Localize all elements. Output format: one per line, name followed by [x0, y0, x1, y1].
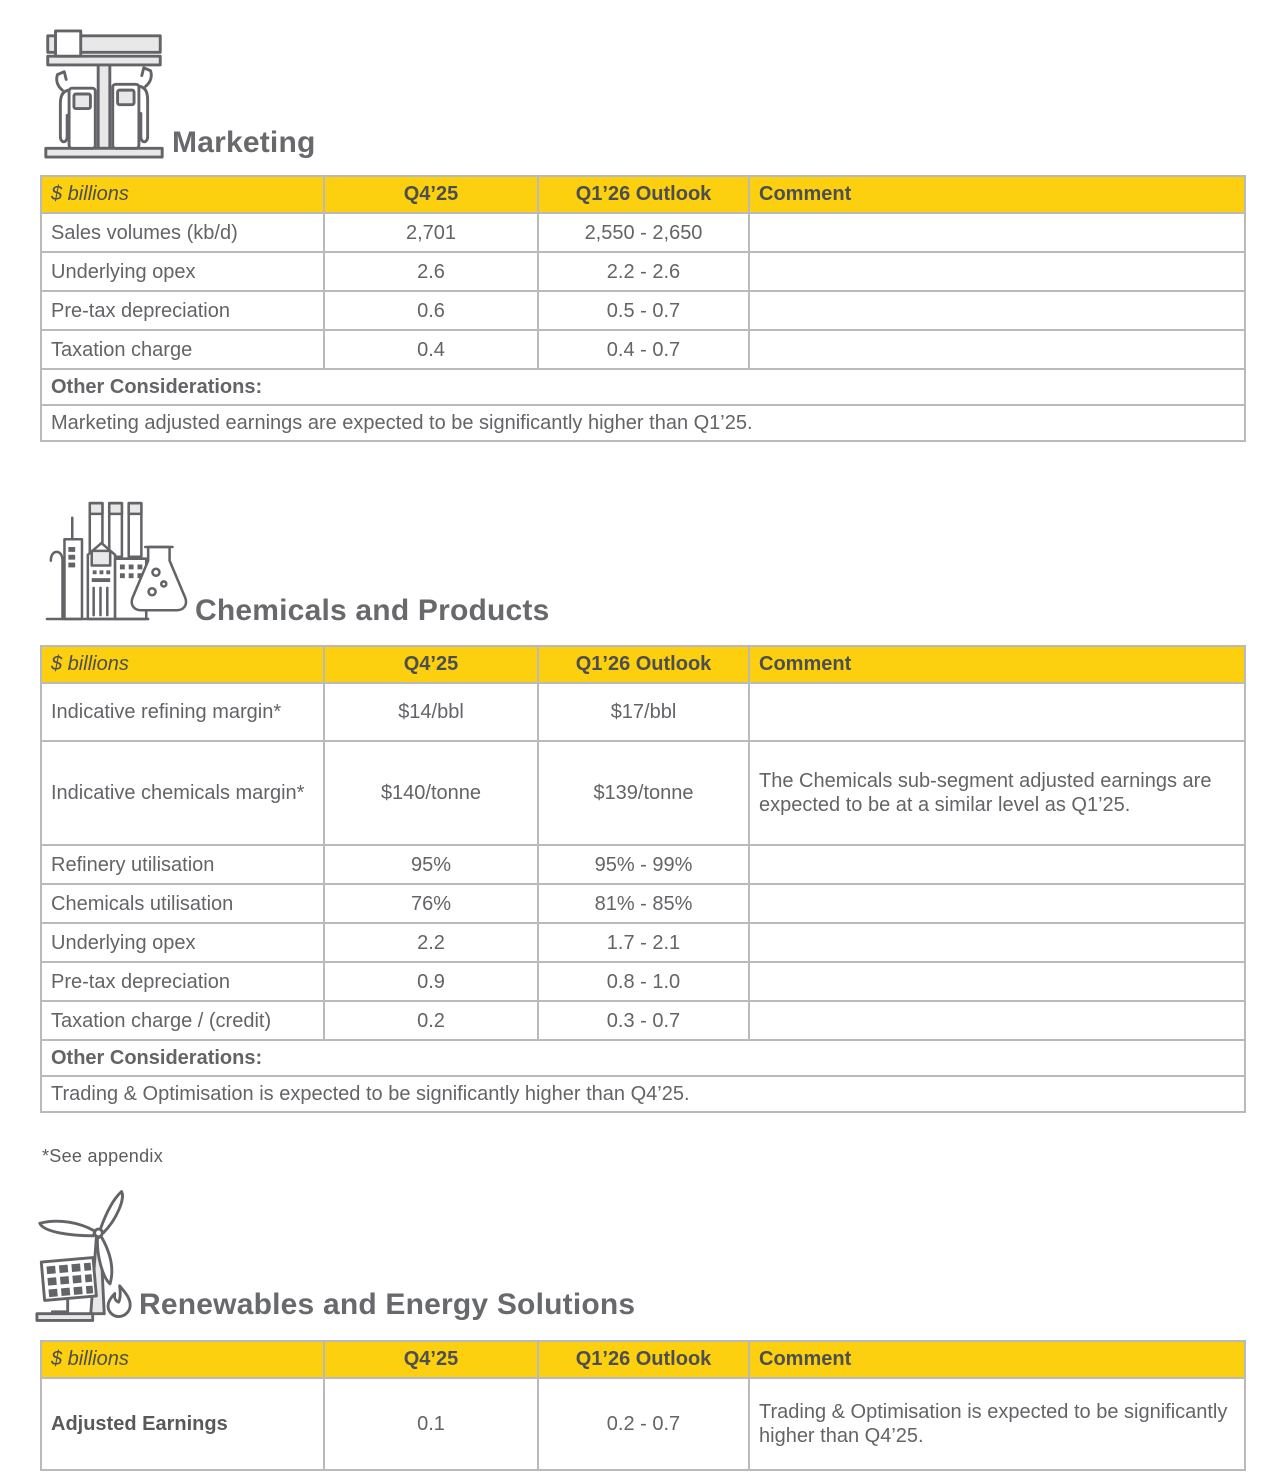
row-comment — [749, 845, 1245, 884]
row-outlook: 1.7 - 2.1 — [538, 923, 749, 962]
row-q4: 95% — [324, 845, 538, 884]
row-label: Underlying opex — [41, 923, 324, 962]
row-q4: 0.6 — [324, 291, 538, 330]
other-considerations-label: Other Considerations: — [41, 369, 1245, 405]
col-header-q425: Q4’25 — [324, 176, 538, 213]
row-comment — [749, 291, 1245, 330]
other-considerations-label: Other Considerations: — [41, 1040, 1245, 1076]
row-q4: 0.9 — [324, 962, 538, 1001]
renewables-header-row — [41, 1341, 1245, 1378]
row-label: Taxation charge / (credit) — [41, 1001, 324, 1040]
table-row — [41, 683, 1245, 741]
row-outlook: 81% - 85% — [538, 884, 749, 923]
table-row — [41, 330, 1245, 369]
table-row — [41, 213, 1245, 252]
row-q4: 2.6 — [324, 252, 538, 291]
row-label: Refinery utilisation — [41, 845, 324, 884]
col-header-outlook: Q1’26 Outlook — [538, 1341, 749, 1378]
row-outlook: 0.5 - 0.7 — [538, 291, 749, 330]
row-label: Taxation charge — [41, 330, 324, 369]
chemicals-table — [40, 645, 1246, 1113]
row-label: Adjusted Earnings — [41, 1378, 324, 1470]
row-outlook: 0.4 - 0.7 — [538, 330, 749, 369]
other-considerations-text: Trading & Optimisation is expected to be significantly higher than Q4’25. — [41, 1076, 1245, 1112]
row-outlook: 2,550 - 2,650 — [538, 213, 749, 252]
table-row — [41, 741, 1245, 845]
row-label: Pre-tax depreciation — [41, 291, 324, 330]
row-comment — [749, 923, 1245, 962]
row-outlook: 0.8 - 1.0 — [538, 962, 749, 1001]
row-label: Pre-tax depreciation — [41, 962, 324, 1001]
section-header-renewables — [35, 1188, 635, 1324]
row-outlook: 0.3 - 0.7 — [538, 1001, 749, 1040]
col-header-comment: Comment — [749, 176, 1245, 213]
other-considerations-label-row — [41, 1040, 1245, 1076]
row-label: Chemicals utilisation — [41, 884, 324, 923]
row-q4: $140/tonne — [324, 741, 538, 845]
row-comment: The Chemicals sub-segment adjusted earnings are expected to be at a similar level as Q1’25. — [749, 741, 1245, 845]
section-header-chemicals — [45, 500, 550, 630]
row-label: Indicative refining margin* — [41, 683, 324, 741]
row-outlook: $17/bbl — [538, 683, 749, 741]
appendix-footnote: *See appendix — [42, 1146, 163, 1166]
row-outlook: $139/tonne — [538, 741, 749, 845]
col-header-outlook: Q1’26 Outlook — [538, 646, 749, 683]
other-considerations-text-row — [41, 1076, 1245, 1112]
row-q4: 2.2 — [324, 923, 538, 962]
col-header-comment: Comment — [749, 1341, 1245, 1378]
row-q4: 76% — [324, 884, 538, 923]
chemical-plant-icon — [45, 500, 191, 630]
other-considerations-text-row — [41, 405, 1245, 441]
other-considerations-text: Marketing adjusted earnings are expected to be significantly higher than Q1’25. — [41, 405, 1245, 441]
marketing-header-row — [41, 176, 1245, 213]
table-row — [41, 1001, 1245, 1040]
renewables-table — [40, 1340, 1246, 1471]
other-considerations-label-row — [41, 369, 1245, 405]
col-header-q425: Q4’25 — [324, 1341, 538, 1378]
col-header-comment: Comment — [749, 646, 1245, 683]
row-q4: 0.2 — [324, 1001, 538, 1040]
row-comment — [749, 252, 1245, 291]
row-label: Indicative chemicals margin* — [41, 741, 324, 845]
row-label: Sales volumes (kb/d) — [41, 213, 324, 252]
renewables-icon — [35, 1188, 135, 1324]
col-header-q425: Q4’25 — [324, 646, 538, 683]
table-row — [41, 252, 1245, 291]
row-comment: Trading & Optimisation is expected to be significantly higher than Q4’25. — [749, 1378, 1245, 1470]
table-row — [41, 845, 1245, 884]
row-comment — [749, 213, 1245, 252]
row-q4: 0.4 — [324, 330, 538, 369]
col-header-metric: $ billions — [41, 646, 324, 683]
col-header-metric: $ billions — [41, 176, 324, 213]
section-title-renewables: Renewables and Energy Solutions — [139, 1288, 636, 1321]
marketing-table — [40, 175, 1246, 442]
row-comment — [749, 962, 1245, 1001]
row-q4: 2,701 — [324, 213, 538, 252]
row-comment — [749, 884, 1245, 923]
row-comment — [749, 1001, 1245, 1040]
col-header-outlook: Q1’26 Outlook — [538, 176, 749, 213]
table-row — [41, 1378, 1245, 1470]
row-comment — [749, 330, 1245, 369]
section-title-chemicals: Chemicals and Products — [195, 594, 550, 627]
row-label: Underlying opex — [41, 252, 324, 291]
table-row — [41, 962, 1245, 1001]
row-comment — [749, 683, 1245, 741]
section-title-marketing: Marketing — [172, 126, 316, 159]
row-outlook: 2.2 - 2.6 — [538, 252, 749, 291]
section-header-marketing — [40, 26, 316, 162]
row-q4: $14/bbl — [324, 683, 538, 741]
table-row — [41, 884, 1245, 923]
table-row — [41, 923, 1245, 962]
row-q4: 0.1 — [324, 1378, 538, 1470]
row-outlook: 95% - 99% — [538, 845, 749, 884]
fuel-station-icon — [40, 26, 168, 162]
row-outlook: 0.2 - 0.7 — [538, 1378, 749, 1470]
col-header-metric: $ billions — [41, 1341, 324, 1378]
chemicals-header-row — [41, 646, 1245, 683]
table-row — [41, 291, 1245, 330]
